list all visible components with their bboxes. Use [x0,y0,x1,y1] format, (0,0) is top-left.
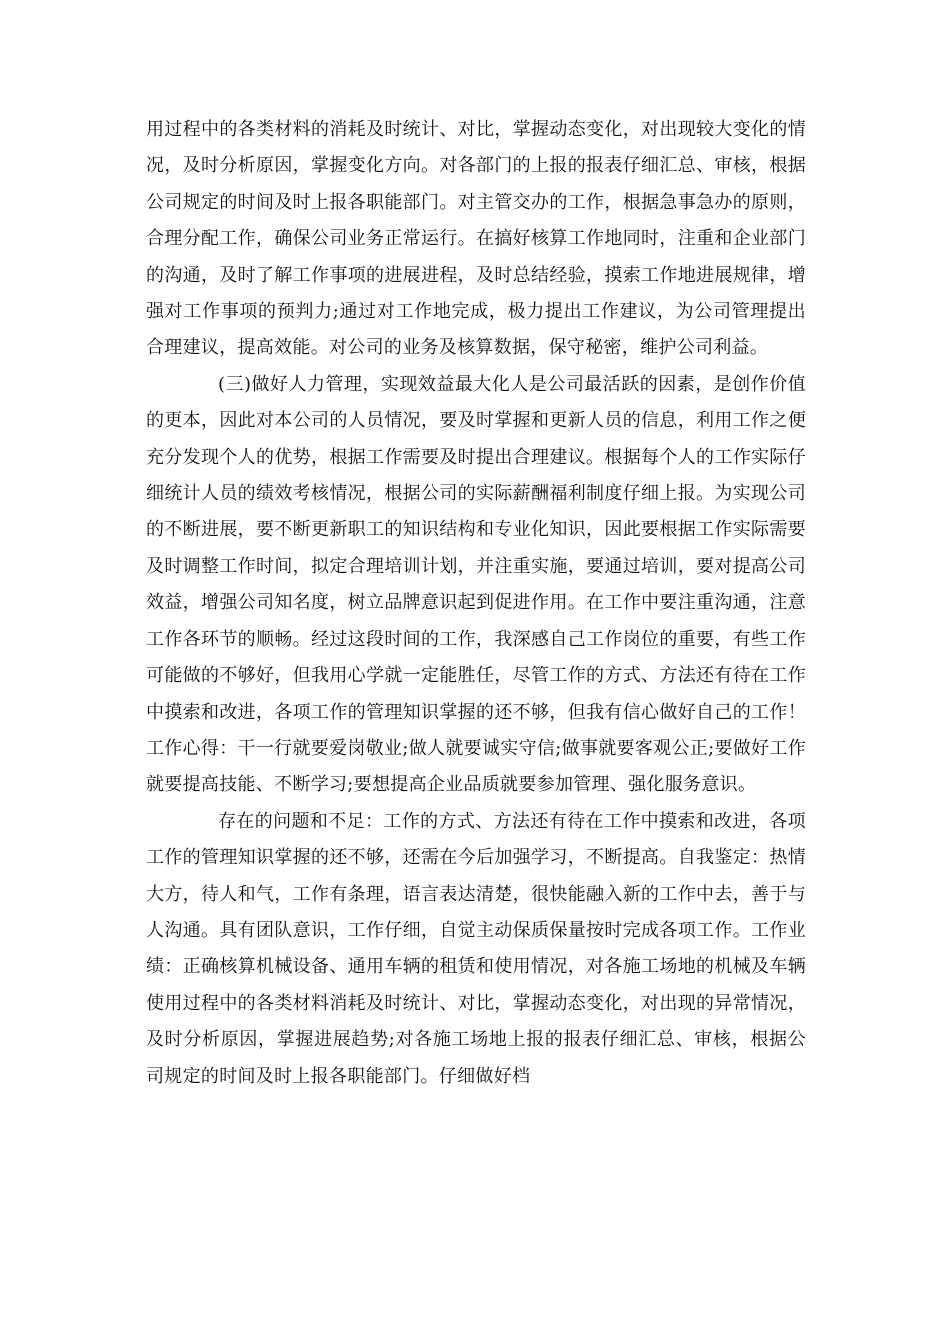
paragraph-hr-management: (三)做好人力管理，实现效益最大化人是公司最活跃的因素，是创作价值的更本，因此对本公司的人员情况，要及时掌握和更新人员的信息，利用工作之便充分发现个人的优势，根据工作需要及时提出合理建议。根据每个人的工作实际仔细统计人员的绩效考核情况，根据公司的实际薪酬福利制度仔细上报。为实现公司的不断进展，要不断更新职工的知识结构和专业化知识，因此要根据工作实际需要及时调整工作时间，拟定合理培训计划，并注重实施，要通过培训，要对提高公司效益，增强公司知名度，树立品牌意识起到促进作用。在工作中要注重沟通，注意工作各环节的顺畅。经过这段时间的工作，我深感自己工作岗位的重要，有些工作可能做的不够好，但我用心学就一定能胜任，尽管工作的方式、方法还有待在工作中摸索和改进，各项工作的管理知识掌握的还不够，但我有信心做好自己的工作！工作心得：干一行就要爱岗敬业;做人就要诚实守信;做事就要客观公正;要做好工作就要提高技能、不断学习;要想提高企业品质就要参加管理、强化服务意识。 [146,373,806,796]
paragraph-problems: 存在的问题和不足：工作的方式、方法还有待在工作中摸索和改进，各项工作的管理知识掌握的还不够，还需在今后加强学习，不断提高。自我鉴定：热情大方，待人和气，工作有条理，语言表达清楚，很快能融入新的工作中去，善于与人沟通。具有团队意识，工作仔细，自觉主动保质保量按时完成各项工作。工作业绩：正确核算机械设备、通用车辆的租赁和使用情况，对各施工场地的机械及车辆使用过程中的各类材料消耗及时统计、对比，掌握动态变化，对出现的异常情况，及时分析原因，掌握进展趋势;对各施工场地上报的报表仔细汇总、审核，根据公司规定的时间及时上报各职能部门。仔细做好档 [146,810,806,1087]
paragraph-continuation: 用过程中的各类材料的消耗及时统计、对比，掌握动态变化，对出现较大变化的情况，及时分析原因，掌握变化方向。对各部门的上报的报表仔细汇总、审核，根据公司规定的时间及时上报各职能部门。对主管交办的工作，根据急事急办的原则，合理分配工作，确保公司业务正常运行。在搞好核算工作地同时，注重和企业部门的沟通，及时了解工作事项的进展进程，及时总结经验，摸索工作地进展规律，增强对工作事项的预判力;通过对工作地完成，极力提出工作建议，为公司管理提出合理建议，提高效能。对公司的业务及核算数据，保守秘密，维护公司利益。 [146,119,806,359]
document-page [146,112,806,1095]
